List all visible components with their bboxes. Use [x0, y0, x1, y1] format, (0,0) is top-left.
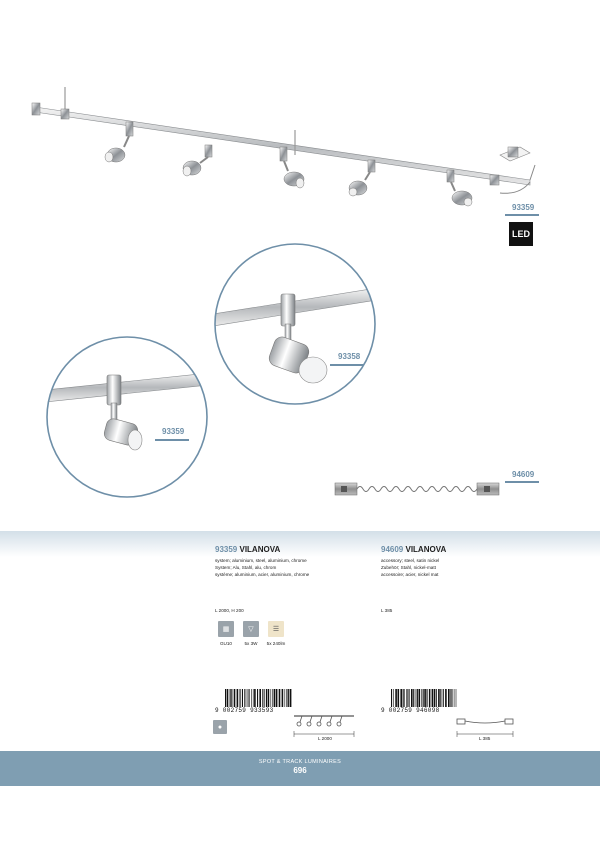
spot-1 — [105, 122, 133, 162]
barcode-bar — [249, 689, 250, 707]
product-name: VILANOVA — [239, 545, 281, 554]
icon-label: 5x 240lm — [266, 641, 286, 646]
label-zoom-right: 93358 — [338, 352, 361, 361]
material-line: Zubehör; Stahl, nickel-matt — [381, 565, 436, 570]
barcode-bar — [288, 689, 289, 707]
material-line: système; aluminium, acier, aluminium, chrome — [215, 572, 310, 577]
material-line: system; aluminium, steel, aluminium, chrome — [215, 558, 307, 563]
track-line-drawing — [290, 712, 360, 738]
barcode-bar — [398, 689, 400, 707]
spot-4 — [349, 160, 375, 196]
barcode-bar — [456, 689, 457, 707]
label-zoom-right-line — [330, 364, 364, 366]
barcode-bar — [404, 689, 405, 707]
label-accessory-line — [505, 481, 539, 483]
label-zoom-left: 93359 — [162, 427, 185, 436]
barcode-bar — [231, 689, 232, 707]
barcode-bar — [266, 689, 267, 707]
barcode-bar — [413, 689, 414, 707]
barcode-94609 — [390, 689, 458, 709]
barcode-bar — [248, 689, 249, 707]
barcode-bar — [395, 689, 397, 707]
barcode-bar — [285, 689, 286, 707]
barcode-bar — [282, 689, 284, 707]
barcode-bar — [450, 689, 451, 707]
barcode-bar — [440, 689, 441, 707]
product-info-94609 — [381, 545, 531, 578]
barcode-bar — [431, 689, 432, 707]
barcode-bar — [247, 689, 248, 707]
barcode-bar — [411, 689, 413, 707]
bulb-icon: ▽ — [243, 621, 259, 637]
barcode-bar — [225, 689, 226, 707]
led-badge: LED — [509, 222, 533, 246]
barcode-bar — [272, 689, 273, 707]
label-main-product-line — [505, 214, 539, 216]
barcode-bar — [454, 689, 455, 707]
product-title — [215, 545, 365, 555]
barcode-bar — [286, 689, 287, 707]
product-dimensions: L 2000, H 200 — [215, 608, 244, 613]
barcode-bar — [417, 689, 418, 707]
barcode-bar — [393, 689, 394, 707]
barcode-bar — [400, 689, 402, 707]
barcode-bar — [407, 689, 408, 707]
icon-label: GU10 — [219, 641, 232, 646]
barcode-bar — [451, 689, 452, 707]
barcode-bar — [271, 689, 272, 707]
barcode-bar — [421, 689, 422, 707]
barcode-bar — [279, 689, 281, 707]
barcode-bar — [259, 689, 261, 707]
barcode-bar — [445, 689, 447, 707]
label-accessory: 94609 — [512, 470, 535, 479]
barcode-bar — [262, 689, 263, 707]
barcode-bar — [424, 689, 426, 707]
barcode-digits: 9 002759 933593 — [215, 707, 274, 714]
barcode-bar — [432, 689, 434, 707]
barcode-bar — [230, 689, 231, 707]
material-line: accessory; steel, satin nickel — [381, 558, 440, 563]
barcode-bar — [416, 689, 417, 707]
icon-label: 5x 3W — [244, 641, 258, 646]
barcode-bar — [438, 689, 440, 707]
barcode-bar — [254, 689, 256, 707]
tablet-pin-icon: ● — [213, 720, 227, 734]
barcode-bar — [403, 689, 404, 707]
barcode-bar — [237, 689, 239, 707]
barcode-bar — [227, 689, 229, 707]
page-footer — [0, 751, 600, 786]
barcode-bar — [290, 689, 292, 707]
barcode-bar — [253, 689, 254, 707]
zoom-circle-right — [213, 242, 377, 406]
product-number: 94609 — [381, 545, 404, 554]
label-main-product: 93359 — [512, 203, 535, 212]
product-name: VILANOVA — [405, 545, 447, 554]
barcode-bar — [423, 689, 424, 707]
material-line: System; Alu, Stahl, alu, chrom — [215, 565, 277, 570]
barcode-bar — [244, 689, 245, 707]
product-number: 93359 — [215, 545, 238, 554]
product-info-93359 — [215, 545, 365, 578]
barcode-bar — [257, 689, 258, 707]
track-system-illustration — [30, 85, 550, 215]
page-number: 696 — [293, 766, 307, 775]
barcode-bar — [443, 689, 444, 707]
barcode-bar — [427, 689, 428, 707]
barcode-bar — [234, 689, 236, 707]
connector-line-drawing — [455, 716, 515, 738]
lumen-icon: ☰ — [268, 621, 284, 637]
socket-icon: ▦ — [218, 621, 234, 637]
zoom-circle-left — [45, 335, 209, 499]
drawing-dimension-label: L 385 — [479, 736, 491, 741]
material-line: accessoire; acier, nickel mat — [381, 572, 439, 577]
barcode-bar — [429, 689, 430, 707]
barcode-bar — [391, 689, 392, 707]
spot-2 — [183, 145, 212, 176]
barcode-bar — [406, 689, 407, 707]
barcode-bar — [409, 689, 410, 707]
product-title — [381, 545, 531, 555]
drawing-dimension-label: L 2000 — [318, 736, 332, 741]
barcode-bar — [242, 689, 243, 707]
barcode-digits: 9 002759 946098 — [381, 707, 440, 714]
label-zoom-left-line — [155, 439, 189, 441]
spot-3 — [280, 147, 304, 188]
flex-connector-illustration — [333, 478, 503, 500]
barcode-bar — [240, 689, 241, 707]
barcode-bar — [434, 689, 435, 707]
barcode-bar — [264, 689, 265, 707]
product-dimensions: L 385 — [381, 608, 393, 613]
barcode-bar — [251, 689, 252, 707]
barcode-bar — [436, 689, 437, 707]
barcode-bar — [274, 689, 276, 707]
barcode-bar — [268, 689, 270, 707]
barcode-bar — [276, 689, 278, 707]
footer-category: SPOT & TRACK LUMINAIRES — [258, 759, 342, 765]
barcode-93359 — [224, 689, 292, 709]
barcode-bar — [448, 689, 450, 707]
barcode-bar — [419, 689, 421, 707]
